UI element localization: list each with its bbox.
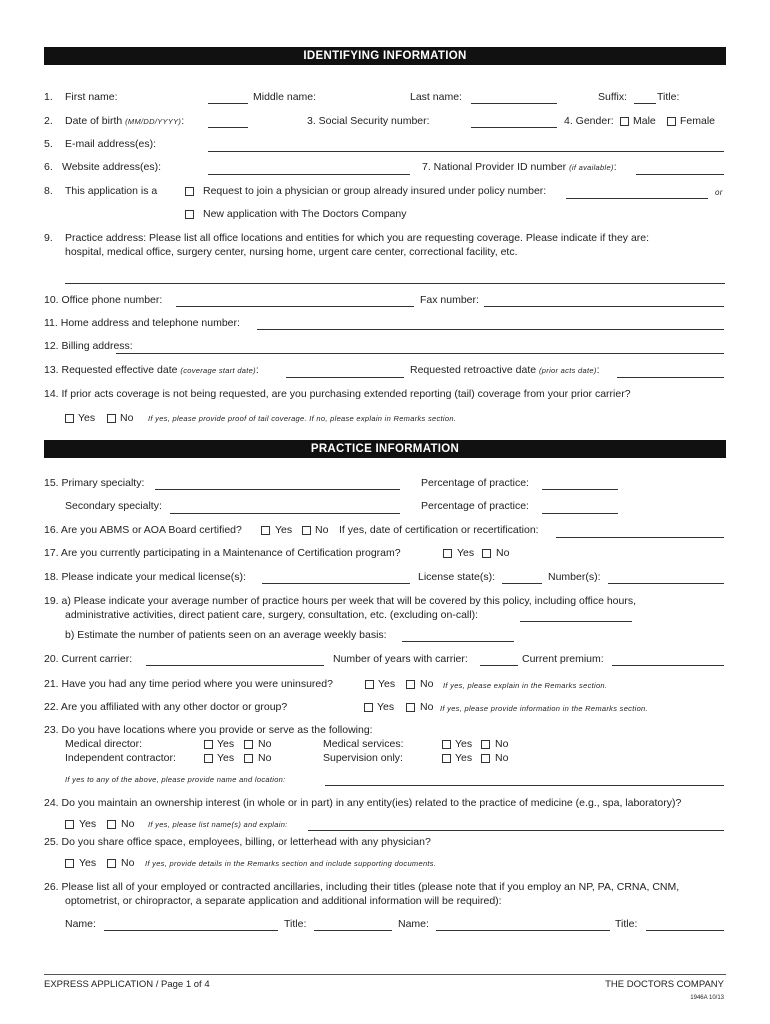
q9-number: 9. xyxy=(44,232,53,244)
footer-page-label: EXPRESS APPLICATION / Page 1 of 4 xyxy=(44,979,210,990)
moc-no-checkbox[interactable] xyxy=(482,549,491,558)
independent-yes-checkbox[interactable] xyxy=(204,754,213,763)
secondary-pct-field[interactable] xyxy=(542,513,618,514)
practice-address-line2: hospital, medical office, surgery center, nursing home, urgent care center, correctional facility, etc. xyxy=(65,246,518,258)
retro-date-hint: (prior acts date) xyxy=(539,366,597,375)
tail-coverage-question: 14. If prior acts coverage is not being requested, are you purchasing extended reporting (tail) coverage from your prior carrier? xyxy=(44,388,631,400)
fax-label: Fax number: xyxy=(420,294,479,306)
q5-number: 5. xyxy=(44,138,53,150)
q2-number: 2. xyxy=(44,115,53,127)
current-premium-field[interactable] xyxy=(612,665,724,666)
supervision-no-checkbox[interactable] xyxy=(481,754,490,763)
tail-yes-label: Yes xyxy=(78,412,96,424)
effective-date-text: 13. Requested effective date xyxy=(44,364,178,376)
share-office-no-label: No xyxy=(121,857,135,869)
current-carrier-field[interactable] xyxy=(146,665,324,666)
primary-pct-field[interactable] xyxy=(542,489,618,490)
dob-label xyxy=(65,115,184,127)
uninsured-note: If yes, please explain in the Remarks section. xyxy=(443,681,608,690)
ancillary-title-label-1: Title: xyxy=(284,918,307,930)
primary-specialty-field[interactable] xyxy=(155,489,400,490)
medical-director-no-checkbox[interactable] xyxy=(244,740,253,749)
supervision-yes-checkbox[interactable] xyxy=(442,754,451,763)
gender-female-label: Female xyxy=(680,115,716,127)
affiliated-question: 22. Are you affiliated with any other doctor or group? xyxy=(44,701,288,713)
uninsured-no-label: No xyxy=(420,678,434,690)
gender-label: 4. Gender: xyxy=(564,115,614,127)
board-no-label: No xyxy=(315,524,329,536)
new-application-checkbox[interactable] xyxy=(185,210,194,219)
section-header-practice: PRACTICE INFORMATION xyxy=(44,440,726,458)
gender-male-checkbox[interactable] xyxy=(620,117,629,126)
medical-director-no-label: No xyxy=(258,738,272,750)
tail-no-label: No xyxy=(120,412,134,424)
practice-address-field[interactable] xyxy=(65,283,725,284)
license-number-field[interactable] xyxy=(608,583,724,584)
tail-yes-checkbox[interactable] xyxy=(65,414,74,423)
locations-field[interactable] xyxy=(325,785,724,786)
ancillary-name-field-1[interactable] xyxy=(104,930,278,931)
office-phone-field[interactable] xyxy=(176,306,414,307)
billing-address-label: 12. Billing address: xyxy=(44,340,133,352)
share-office-yes-label: Yes xyxy=(79,857,97,869)
affiliated-no-label: No xyxy=(420,701,434,713)
effective-date-hint: (coverage start date) xyxy=(180,366,256,375)
ancillary-name-label-2: Name: xyxy=(398,918,429,930)
weekly-patients-label: b) Estimate the number of patients seen on an average weekly basis: xyxy=(65,629,387,641)
affiliated-yes-checkbox[interactable] xyxy=(364,703,373,712)
npi-hint: (if available) xyxy=(569,163,614,172)
gender-male-label: Male xyxy=(633,115,656,127)
q1-number: 1. xyxy=(44,91,53,103)
footer-form-code: 1946A 10/13 xyxy=(690,995,724,1001)
primary-specialty-label: 15. Primary specialty: xyxy=(44,477,145,489)
license-state-label: License state(s): xyxy=(418,571,496,583)
q1-middle-name-label: Middle name: xyxy=(253,91,317,103)
medical-services-no-checkbox[interactable] xyxy=(481,740,490,749)
ancillary-name-label-1: Name: xyxy=(65,918,96,930)
independent-no-checkbox[interactable] xyxy=(244,754,253,763)
join-group-label: Request to join a physician or group already insured under policy number: xyxy=(203,185,547,197)
share-office-note: If yes, provide details in the Remarks section and include supporting documents. xyxy=(145,859,437,868)
license-number-label: Number(s): xyxy=(548,571,601,583)
ownership-yes-label: Yes xyxy=(79,818,97,830)
q8-number: 8. xyxy=(44,185,53,197)
billing-address-field[interactable] xyxy=(116,353,724,354)
office-phone-label: 10. Office phone number: xyxy=(44,294,163,306)
practice-address-line1: Practice address: Please list all office locations and entities for which you are requesting coverage. Please indicate if they are: xyxy=(65,232,650,244)
ownership-note: If yes, please list name(s) and explain: xyxy=(148,820,288,829)
q1-suffix-label: Suffix: xyxy=(598,91,627,103)
ancillary-name-field-2[interactable] xyxy=(436,930,610,931)
moc-question: 17. Are you currently participating in a Maintenance of Certification program? xyxy=(44,547,401,559)
ssn-field[interactable] xyxy=(471,127,557,128)
application-type-label: This application is a xyxy=(65,185,158,197)
medical-director-yes-checkbox[interactable] xyxy=(204,740,213,749)
new-application-label: New application with The Doctors Company xyxy=(203,208,407,220)
affiliated-note: If yes, please provide information in the Remarks section. xyxy=(440,704,648,713)
moc-yes-label: Yes xyxy=(457,547,475,559)
ownership-no-label: No xyxy=(121,818,135,830)
email-field[interactable] xyxy=(208,151,724,152)
practice-hours-field[interactable] xyxy=(520,621,632,622)
last-name-field[interactable] xyxy=(471,103,557,104)
medical-license-field[interactable] xyxy=(262,583,410,584)
supervision-no-label: No xyxy=(495,752,509,764)
ancillary-title-field-2[interactable] xyxy=(646,930,724,931)
effective-date-colon: : xyxy=(255,364,259,376)
npi-field[interactable] xyxy=(636,174,724,175)
npi-label-text: 7. National Provider ID number xyxy=(422,161,567,173)
policy-number-field[interactable] xyxy=(566,198,708,199)
share-office-question: 25. Do you share office space, employees, billing, or letterhead with any physician? xyxy=(44,836,431,848)
q1-title-label: Title: xyxy=(657,91,680,103)
retro-date-text: Requested retroactive date xyxy=(410,364,537,376)
tail-note: If yes, please provide proof of tail coverage. If no, please explain in Remarks section. xyxy=(148,414,457,423)
affiliated-no-checkbox[interactable] xyxy=(406,703,415,712)
npi-colon: : xyxy=(613,161,617,173)
medical-director-yes-label: Yes xyxy=(217,738,235,750)
independent-yes-label: Yes xyxy=(217,752,235,764)
uninsured-yes-checkbox[interactable] xyxy=(365,680,374,689)
medical-license-label: 18. Please indicate your medical license(s): xyxy=(44,571,246,583)
independent-no-label: No xyxy=(258,752,272,764)
ownership-yes-checkbox[interactable] xyxy=(65,820,74,829)
ownership-no-checkbox[interactable] xyxy=(107,820,116,829)
ownership-question: 24. Do you maintain an ownership interest (in whole or in part) in any entity(ies) related to the practice of medicine (e.g., spa, laboratory)? xyxy=(44,797,682,809)
board-yes-label: Yes xyxy=(275,524,293,536)
email-label: E-mail address(es): xyxy=(65,138,157,150)
medical-services-label: Medical services: xyxy=(323,738,404,750)
fax-field[interactable] xyxy=(484,306,724,307)
ancillaries-line1: 26. Please list all of your employed or contracted ancillaries, including their titles (please note that if you employ an NP, PA, CRNA, CNM, xyxy=(44,881,680,893)
moc-no-label: No xyxy=(496,547,510,559)
share-office-yes-checkbox[interactable] xyxy=(65,859,74,868)
medical-director-label: Medical director: xyxy=(65,738,143,750)
q1-last-name-label: Last name: xyxy=(410,91,462,103)
or-text: or xyxy=(715,188,723,197)
ssn-label: 3. Social Security number: xyxy=(307,115,430,127)
first-name-field[interactable] xyxy=(208,103,248,104)
effective-date-label xyxy=(44,364,259,376)
secondary-specialty-field[interactable] xyxy=(170,513,400,514)
suffix-field[interactable] xyxy=(634,103,656,104)
license-state-field[interactable] xyxy=(502,583,542,584)
dob-field[interactable] xyxy=(208,127,248,128)
uninsured-yes-label: Yes xyxy=(378,678,396,690)
current-premium-label: Current premium: xyxy=(522,653,604,665)
weekly-patients-field[interactable] xyxy=(402,641,514,642)
tail-no-checkbox[interactable] xyxy=(107,414,116,423)
uninsured-question: 21. Have you had any time period where you were uninsured? xyxy=(44,678,333,690)
ownership-field[interactable] xyxy=(308,830,724,831)
dob-colon: : xyxy=(181,115,185,127)
home-address-field[interactable] xyxy=(257,329,724,330)
effective-date-field[interactable] xyxy=(286,377,404,378)
practice-hours-line2: administrative activities, direct patient care, surgery, consultation, etc. (excluding on-call): xyxy=(65,609,478,621)
practice-hours-line1: 19. a) Please indicate your average number of practice hours per week that will be covered by this policy, including office hours, xyxy=(44,595,637,607)
medical-services-yes-label: Yes xyxy=(455,738,473,750)
supervision-label: Supervision only: xyxy=(323,752,403,764)
board-yes-checkbox[interactable] xyxy=(261,526,270,535)
npi-label xyxy=(422,161,617,173)
dob-format-hint: (MM/DD/YYYY) xyxy=(125,117,182,126)
certification-date-label: If yes, date of certification or recertification: xyxy=(339,524,539,536)
ancillaries-line2: optometrist, or chiropractor, a separate application and additional information will be required): xyxy=(65,895,502,907)
ancillary-title-field-1[interactable] xyxy=(314,930,392,931)
years-carrier-label: Number of years with carrier: xyxy=(333,653,468,665)
footer-rule xyxy=(44,974,726,975)
years-carrier-field[interactable] xyxy=(480,665,518,666)
website-label: Website address(es): xyxy=(62,161,162,173)
independent-contractor-label: Independent contractor: xyxy=(65,752,176,764)
locations-note: If yes to any of the above, please provide name and location: xyxy=(65,775,286,784)
uninsured-no-checkbox[interactable] xyxy=(406,680,415,689)
q6-number: 6. xyxy=(44,161,53,173)
footer-company-name: THE DOCTORS COMPANY xyxy=(605,979,724,990)
secondary-pct-label: Percentage of practice: xyxy=(421,500,529,512)
home-address-label: 11. Home address and telephone number: xyxy=(44,317,240,329)
current-carrier-label: 20. Current carrier: xyxy=(44,653,133,665)
retro-date-field[interactable] xyxy=(617,377,724,378)
locations-question: 23. Do you have locations where you provide or serve as the following: xyxy=(44,724,373,736)
share-office-no-checkbox[interactable] xyxy=(107,859,116,868)
board-no-checkbox[interactable] xyxy=(302,526,311,535)
supervision-yes-label: Yes xyxy=(455,752,473,764)
primary-pct-label: Percentage of practice: xyxy=(421,477,529,489)
medical-services-yes-checkbox[interactable] xyxy=(442,740,451,749)
dob-label-text: Date of birth xyxy=(65,115,123,127)
join-group-checkbox[interactable] xyxy=(185,187,194,196)
moc-yes-checkbox[interactable] xyxy=(443,549,452,558)
ancillary-title-label-2: Title: xyxy=(615,918,638,930)
medical-services-no-label: No xyxy=(495,738,509,750)
board-certified-question: 16. Are you ABMS or AOA Board certified? xyxy=(44,524,242,536)
certification-date-field[interactable] xyxy=(556,537,724,538)
affiliated-yes-label: Yes xyxy=(377,701,395,713)
q1-first-name-label: First name: xyxy=(65,91,118,103)
retro-date-colon: : xyxy=(596,364,600,376)
gender-female-checkbox[interactable] xyxy=(667,117,676,126)
website-field[interactable] xyxy=(208,174,410,175)
retro-date-label xyxy=(410,364,600,376)
section-header-identifying: IDENTIFYING INFORMATION xyxy=(44,47,726,65)
secondary-specialty-label: Secondary specialty: xyxy=(65,500,162,512)
